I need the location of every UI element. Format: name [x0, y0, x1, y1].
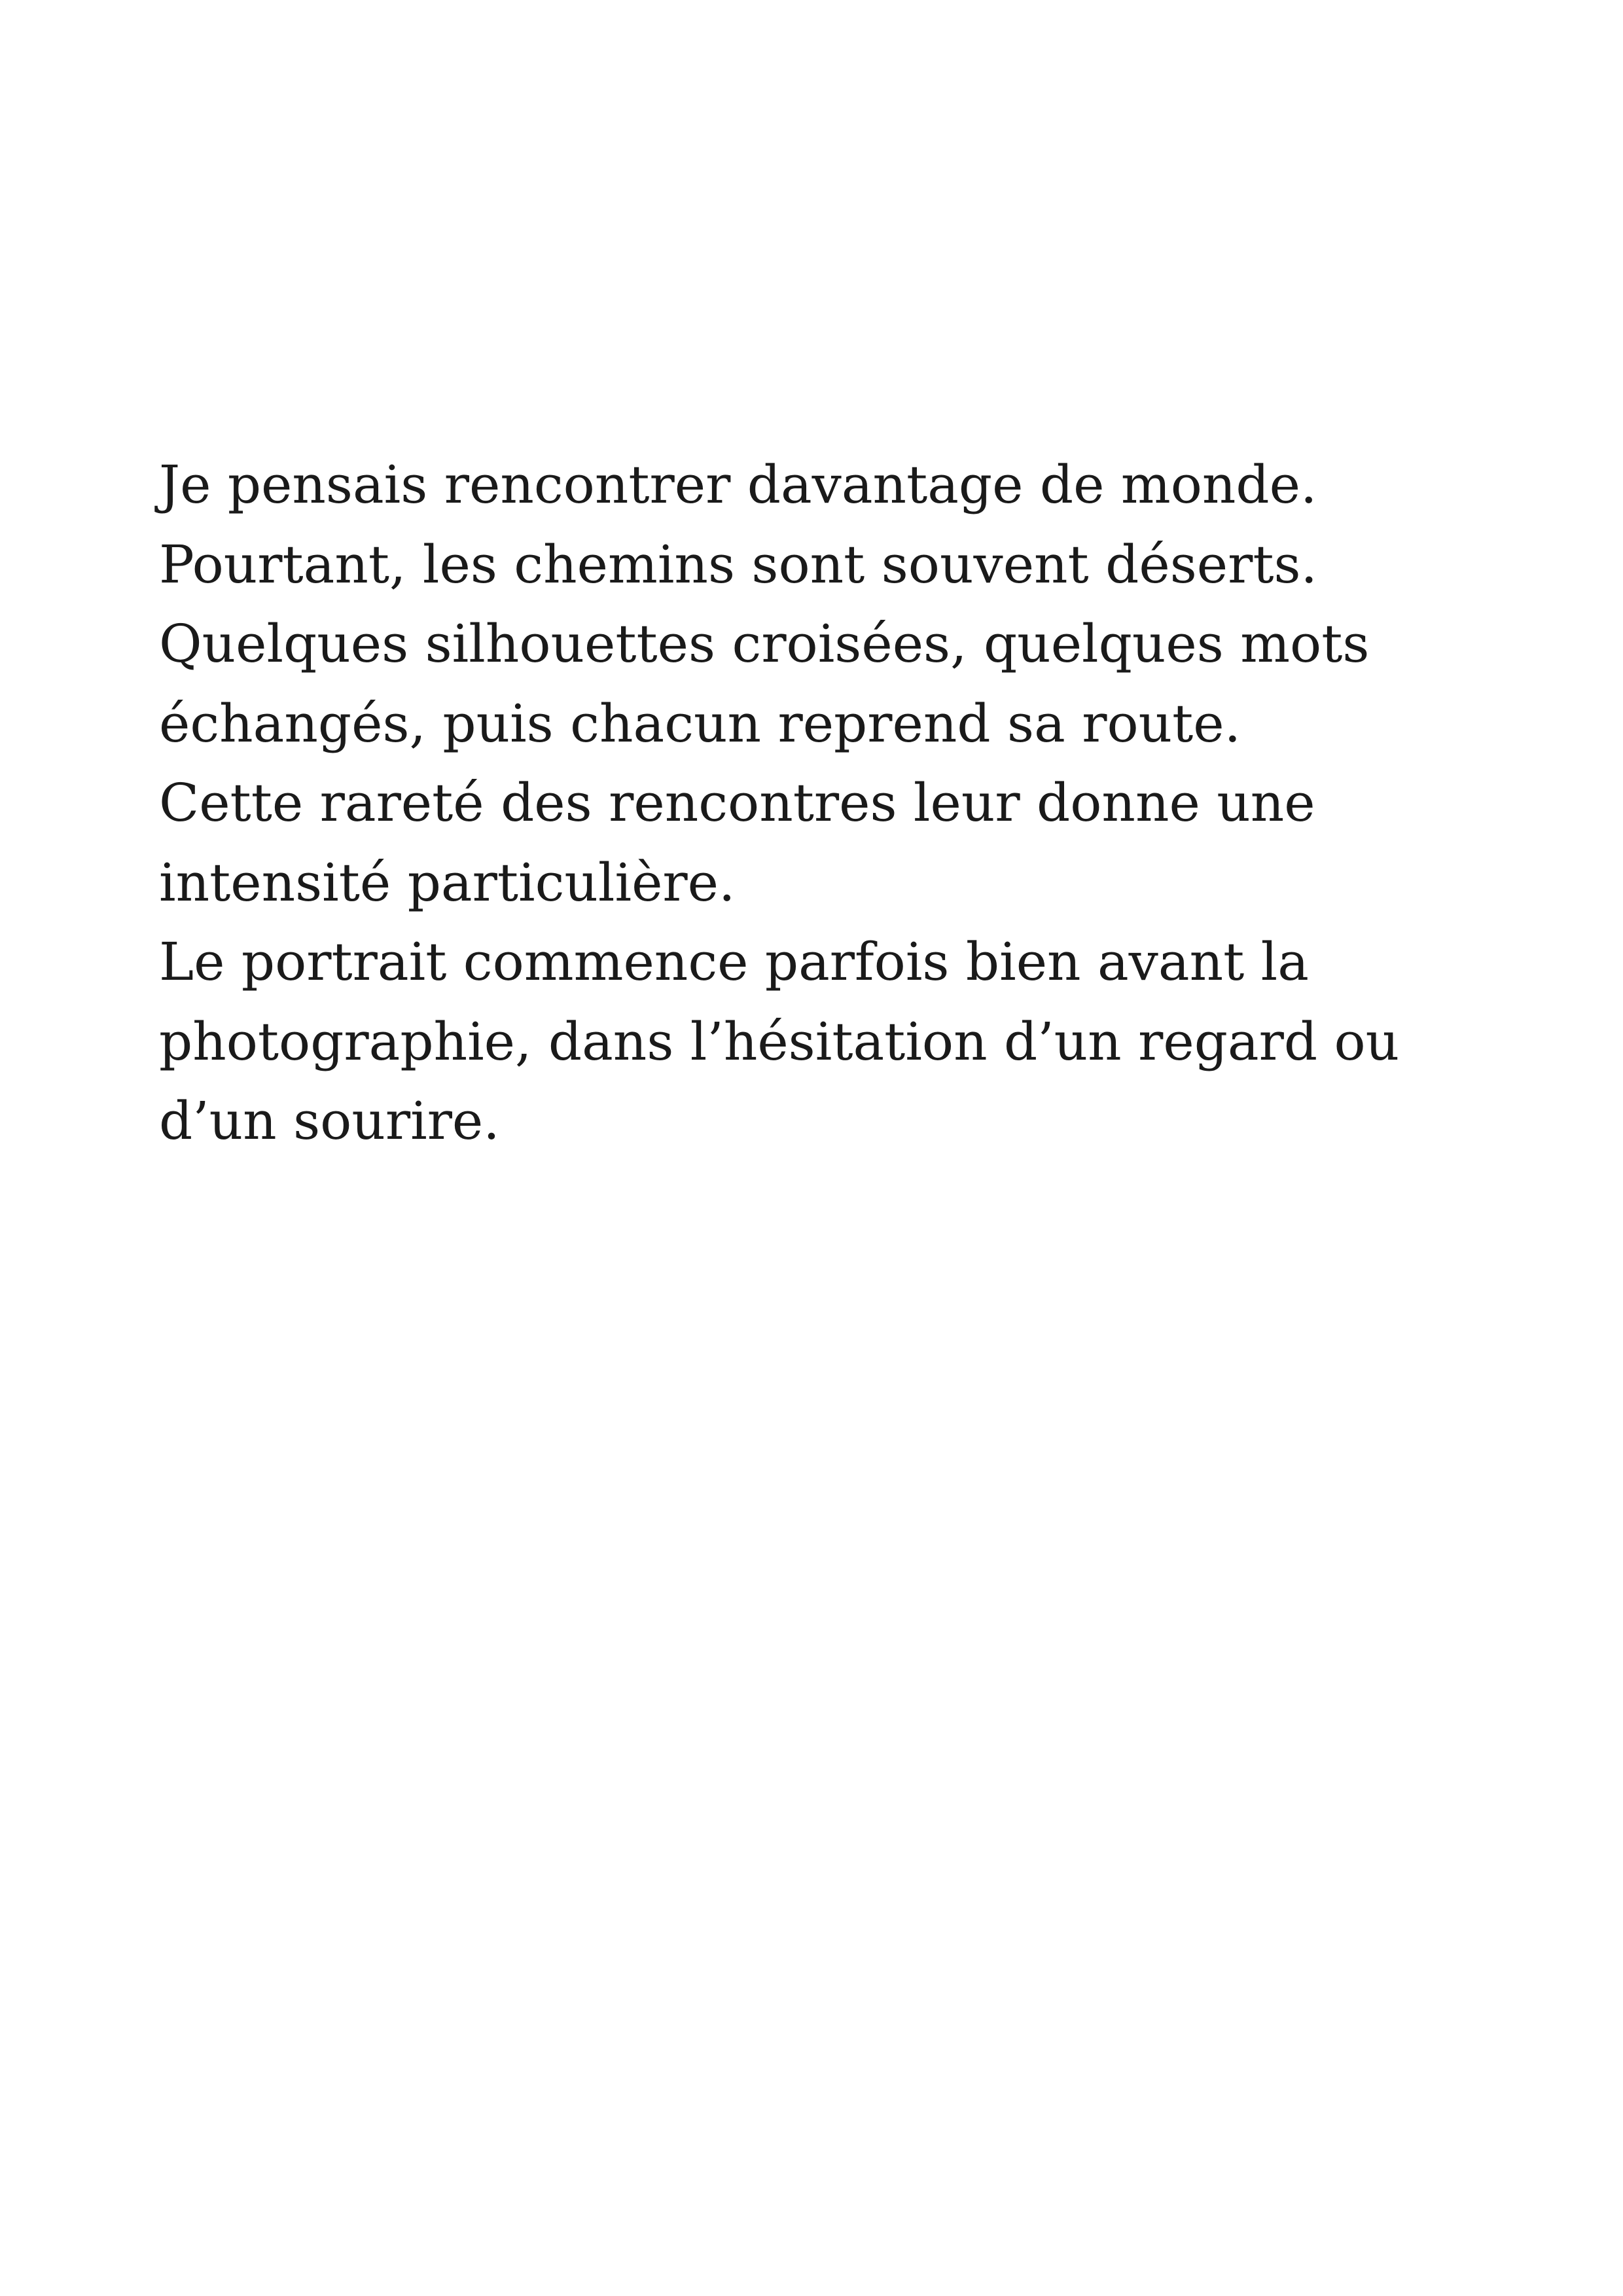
text-line: Cette rareté des rencontres leur donne une: [159, 772, 1315, 833]
body-text: [159, 445, 1507, 1161]
text-line: Le portrait commence parfois bien avant la: [159, 931, 1309, 992]
text-line: photographie, dans l’hésitation d’un regard ou: [159, 1011, 1400, 1072]
text-line: échangés, puis chacun reprend sa route.: [159, 692, 1241, 754]
text-line: Quelques silhouettes croisées, quelques mots: [159, 613, 1370, 674]
text-line: Pourtant, les chemins sont souvent déserts.: [159, 533, 1317, 595]
text-line: intensité particulière.: [159, 852, 736, 913]
text-line: Je pensais rencontrer davantage de monde.: [159, 454, 1317, 515]
text-line: d’un sourire.: [159, 1090, 500, 1151]
